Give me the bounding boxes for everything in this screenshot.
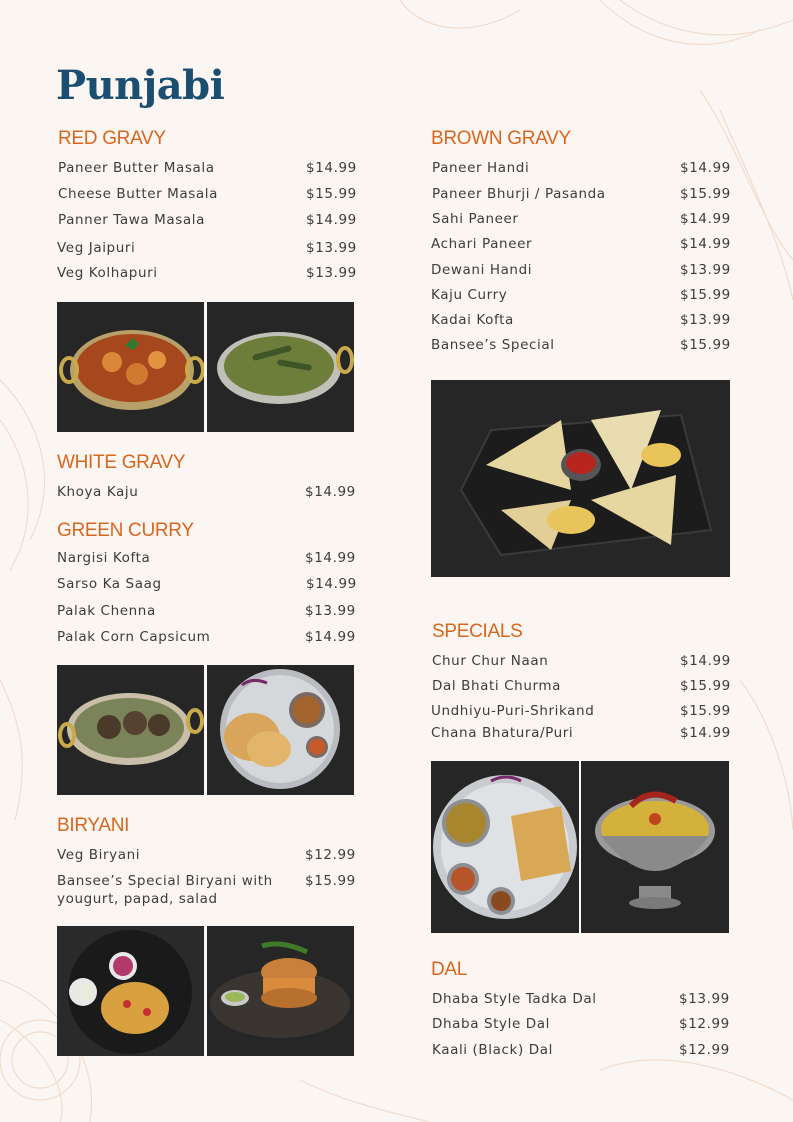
item-price: $12.99 bbox=[679, 1042, 730, 1058]
dish-photo-biryani bbox=[57, 926, 204, 1056]
item-name: Dhaba Style Dal bbox=[432, 1016, 550, 1032]
item-price: $13.99 bbox=[306, 265, 357, 281]
item-name: Bansee’s Special Biryani with bbox=[57, 873, 273, 889]
menu-item bbox=[58, 186, 356, 204]
item-name: Sahi Paneer bbox=[432, 211, 519, 227]
menu-item bbox=[431, 287, 729, 305]
dal-bhati-thali-image bbox=[431, 761, 579, 933]
item-name-line2: yougurt, papad, salad bbox=[57, 891, 218, 907]
item-name: Dhaba Style Tadka Dal bbox=[432, 991, 597, 1007]
dish-photo-sandwich bbox=[431, 380, 730, 577]
item-name: Kadai Kofta bbox=[431, 312, 514, 328]
item-price: $14.99 bbox=[305, 550, 356, 566]
item-price: $14.99 bbox=[305, 629, 356, 645]
menu-item bbox=[431, 236, 729, 254]
section-title-white-gravy: WHITE GRAVY bbox=[57, 452, 186, 473]
menu-item bbox=[431, 337, 729, 355]
dal-bowl-image bbox=[581, 761, 729, 933]
item-price: $15.99 bbox=[680, 678, 731, 694]
menu-item bbox=[432, 186, 730, 204]
item-name: Palak Chenna bbox=[57, 603, 156, 619]
item-name: Dewani Handi bbox=[431, 262, 533, 278]
curry-bowl-image bbox=[57, 302, 204, 432]
item-name: Veg Biryani bbox=[57, 847, 141, 863]
item-name: Palak Corn Capsicum bbox=[57, 629, 211, 645]
item-name: Khoya Kaju bbox=[57, 484, 139, 500]
item-price: $15.99 bbox=[680, 287, 731, 303]
menu-item bbox=[58, 160, 356, 178]
menu-item bbox=[432, 1016, 730, 1034]
menu-item bbox=[432, 1042, 730, 1060]
section-title-red-gravy: RED GRAVY bbox=[58, 128, 166, 149]
menu-item bbox=[57, 629, 355, 647]
item-name: Panner Tawa Masala bbox=[58, 212, 206, 228]
menu-item bbox=[57, 576, 355, 594]
puri-thali-image bbox=[207, 665, 354, 795]
menu-item bbox=[432, 991, 730, 1009]
menu-item bbox=[57, 603, 355, 621]
item-price: $15.99 bbox=[680, 186, 731, 202]
dish-photo-puri-thali bbox=[207, 665, 354, 795]
item-price: $15.99 bbox=[305, 873, 356, 889]
menu-item bbox=[432, 160, 730, 178]
menu-item bbox=[432, 653, 730, 671]
item-price: $13.99 bbox=[305, 603, 356, 619]
menu-item bbox=[431, 703, 729, 721]
item-name: Kaju Curry bbox=[431, 287, 508, 303]
section-title-dal: DAL bbox=[431, 959, 468, 980]
item-name: Bansee’s Special bbox=[431, 337, 555, 353]
menu-item bbox=[57, 847, 355, 865]
menu-item bbox=[432, 211, 730, 229]
item-name: Nargisi Kofta bbox=[57, 550, 151, 566]
dish-photo-kofta bbox=[57, 665, 204, 795]
dish-photo-vada-pav bbox=[207, 926, 354, 1056]
section-title-brown-gravy: BROWN GRAVY bbox=[431, 128, 571, 149]
item-name: Paneer Butter Masala bbox=[58, 160, 215, 176]
menu-item bbox=[57, 550, 355, 568]
item-name: Achari Paneer bbox=[431, 236, 533, 252]
menu-item bbox=[58, 212, 356, 230]
item-price: $13.99 bbox=[679, 991, 730, 1007]
section-title-specials: SPECIALS bbox=[432, 621, 523, 642]
item-price: $15.99 bbox=[680, 337, 731, 353]
item-price: $13.99 bbox=[306, 240, 357, 256]
dish-photo-dal-bowl bbox=[581, 761, 729, 933]
menu-item bbox=[57, 873, 355, 909]
item-name: Dal Bhati Churma bbox=[432, 678, 562, 694]
menu-item bbox=[57, 240, 355, 258]
menu-item bbox=[57, 484, 355, 502]
item-price: $14.99 bbox=[306, 576, 357, 592]
item-price: $15.99 bbox=[680, 703, 731, 719]
item-price: $14.99 bbox=[680, 653, 731, 669]
item-name: Paneer Bhurji / Pasanda bbox=[432, 186, 606, 202]
item-price: $12.99 bbox=[305, 847, 356, 863]
item-price: $15.99 bbox=[306, 186, 357, 202]
item-name: Paneer Handi bbox=[432, 160, 530, 176]
item-price: $12.99 bbox=[679, 1016, 730, 1032]
page-title: Punjabi bbox=[56, 62, 225, 109]
sandwich-platter-image bbox=[431, 380, 730, 577]
item-name: Undhiyu-Puri-Shrikand bbox=[431, 703, 595, 719]
menu-item bbox=[431, 312, 729, 330]
item-name: Chur Chur Naan bbox=[432, 653, 549, 669]
item-name: Cheese Butter Masala bbox=[58, 186, 219, 202]
dish-photo-curry bbox=[57, 302, 204, 432]
kofta-bowl-image bbox=[57, 665, 204, 795]
section-title-green-curry: GREEN CURRY bbox=[57, 520, 194, 541]
vada-pav-image bbox=[207, 926, 354, 1056]
item-price: $14.99 bbox=[680, 725, 731, 741]
item-price: $13.99 bbox=[680, 312, 731, 328]
item-name: Veg Jaipuri bbox=[57, 240, 136, 256]
item-name: Veg Kolhapuri bbox=[57, 265, 158, 281]
item-name: Chana Bhatura/Puri bbox=[431, 725, 574, 741]
menu-item bbox=[431, 725, 729, 743]
item-price: $14.99 bbox=[680, 211, 731, 227]
item-name: Kaali (Black) Dal bbox=[432, 1042, 553, 1058]
dish-photo-green-curry bbox=[207, 302, 354, 432]
green-curry-bowl-image bbox=[207, 302, 354, 432]
section-title-biryani: BIRYANI bbox=[57, 815, 130, 836]
item-price: $14.99 bbox=[305, 484, 356, 500]
biryani-plate-image bbox=[57, 926, 204, 1056]
item-price: $13.99 bbox=[680, 262, 731, 278]
item-price: $14.99 bbox=[306, 160, 357, 176]
item-name: Sarso Ka Saag bbox=[57, 576, 162, 592]
menu-item bbox=[432, 678, 730, 696]
menu-item bbox=[57, 265, 355, 283]
menu-item bbox=[431, 262, 729, 280]
item-price: $14.99 bbox=[680, 236, 731, 252]
item-price: $14.99 bbox=[306, 212, 357, 228]
item-price: $14.99 bbox=[680, 160, 731, 176]
dish-photo-dal-bhati bbox=[431, 761, 579, 933]
